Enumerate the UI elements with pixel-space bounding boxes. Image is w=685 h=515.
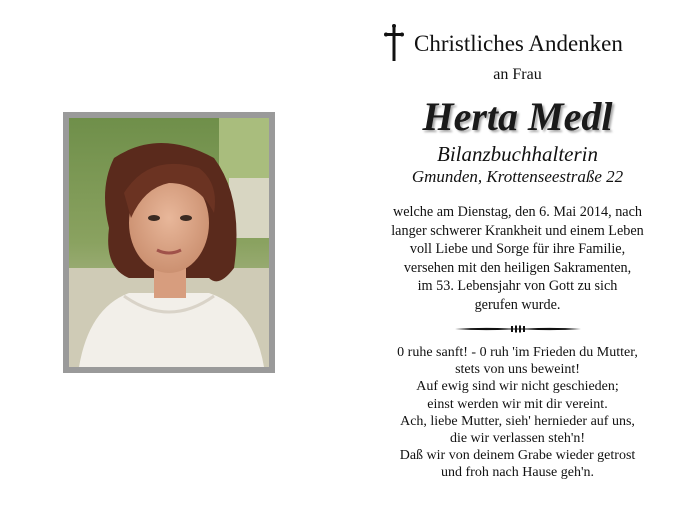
latin-cross-icon bbox=[384, 24, 404, 62]
profession: Bilanzbuchhalterin bbox=[437, 142, 598, 166]
portrait-photo bbox=[69, 118, 269, 367]
poem-line: 0 ruhe sanft! - 0 ruh 'im Frieden du Mutter, bbox=[397, 345, 638, 360]
memorial-poem bbox=[365, 344, 670, 482]
paragraph-line: langer schwerer Krankheit und einem Leben bbox=[391, 222, 644, 239]
salutation: an Frau bbox=[493, 66, 542, 83]
paragraph-line: gerufen wurde. bbox=[474, 296, 561, 313]
poem-line: einst werden wir mit dir vereint. bbox=[427, 396, 608, 412]
poem-line: Auf ewig sind wir nicht geschieden; bbox=[416, 379, 619, 395]
poem-line: Ach, liebe Mutter, sieh' hernieder auf uns, bbox=[400, 413, 635, 429]
portrait-frame bbox=[63, 112, 275, 373]
paragraph-line: im 53. Lebensjahr von Gott zu sich bbox=[417, 278, 618, 295]
ornamental-divider bbox=[453, 324, 583, 334]
address: Gmunden, Krottenseestraße 22 bbox=[411, 167, 624, 186]
poem-line: und froh nach Hause geh'n. bbox=[441, 465, 594, 481]
paragraph-line: welche am Dienstag, den 6. Mai 2014, nach bbox=[393, 204, 642, 220]
paragraph-line: voll Liebe und Sorge für ihre Familie, bbox=[409, 241, 626, 258]
paragraph-line: versehen mit den heiligen Sakramenten, bbox=[403, 259, 632, 276]
poem-line: Daß wir von deinem Grabe wieder getrost bbox=[399, 448, 636, 464]
obituary-paragraph bbox=[365, 203, 670, 315]
card-heading: Christliches Andenken bbox=[414, 31, 623, 56]
deceased-name: Herta Medl bbox=[422, 94, 613, 139]
poem-line: die wir verlassen steh'n! bbox=[449, 431, 586, 447]
poem-line: stets von uns beweint! bbox=[455, 362, 580, 378]
